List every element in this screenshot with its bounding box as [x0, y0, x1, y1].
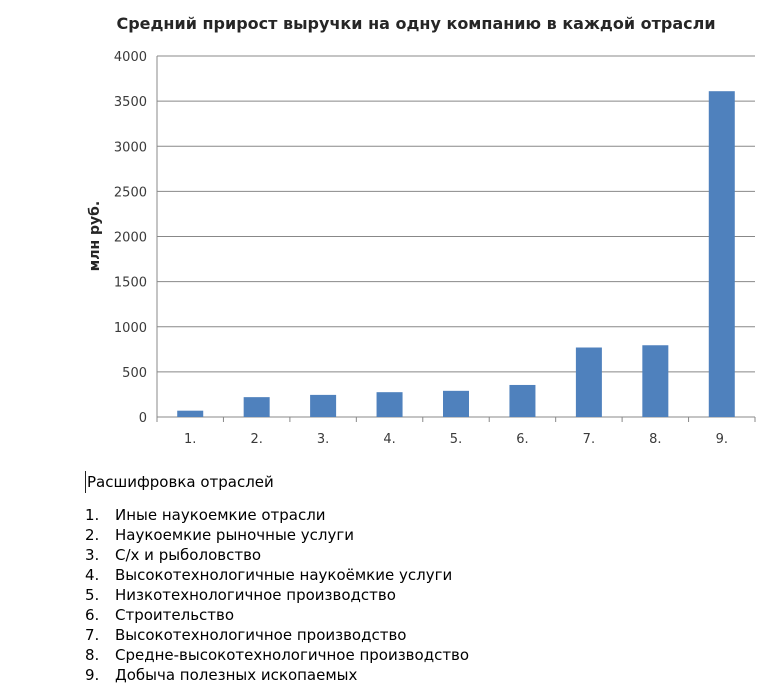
legend-item-label: Высокотехнологичные наукоёмкие услуги: [115, 566, 453, 584]
legend-item-label: Строительство: [115, 606, 235, 624]
y-tick-labels: [114, 50, 147, 426]
legend-item: [85, 565, 765, 585]
legend-item: [85, 605, 765, 625]
legend-item: [85, 525, 765, 545]
legend-item-label: Наукоемкие рыночные услуги: [115, 526, 355, 544]
y-tick-label: 2500: [113, 185, 147, 201]
x-tick-label: 7.: [582, 432, 596, 447]
bar-8: [642, 345, 668, 417]
legend-list: [85, 505, 765, 685]
bar-9: [709, 91, 735, 417]
bar-1: [177, 411, 203, 417]
bar-5: [443, 391, 469, 417]
industry-legend: [85, 471, 765, 685]
y-tick-label: 1000: [113, 320, 147, 336]
legend-item: [85, 645, 765, 665]
legend-item: [85, 665, 765, 685]
y-tick-label: 3000: [113, 140, 147, 156]
bar-4: [377, 392, 403, 417]
legend-item-number: 4.: [85, 566, 100, 584]
legend-item-label: Высокотехнологичное производство: [115, 626, 407, 644]
legend-item-label: С/х и рыболовство: [115, 546, 262, 564]
x-tick-label: 2.: [250, 432, 263, 447]
legend-item-number: 3.: [85, 546, 100, 564]
legend-item-number: 1.: [85, 506, 100, 524]
x-tick-label: 4.: [383, 432, 396, 447]
y-tick-label: 1500: [113, 275, 147, 291]
x-tick-label: 9.: [715, 432, 728, 447]
y-tick-label: 3500: [113, 95, 147, 111]
legend-item-number: 7.: [85, 626, 100, 644]
bar-7: [576, 348, 602, 417]
legend-item-label: Низкотехнологичное производство: [115, 586, 396, 604]
x-tick-label: 8.: [649, 432, 662, 447]
bar-2: [244, 397, 270, 417]
bars: [177, 91, 735, 417]
legend-item: [85, 625, 765, 645]
legend-item: [85, 545, 765, 565]
y-tick-label: 2000: [113, 230, 147, 246]
chart-title: Средний прирост выручки на одну компанию в каждой отрасли: [116, 14, 716, 33]
y-tick-label: 500: [122, 365, 147, 381]
x-tick-label: 1.: [184, 432, 197, 447]
legend-item-number: 5.: [85, 586, 100, 604]
bar-3: [310, 395, 336, 417]
legend-item-number: 8.: [85, 646, 100, 664]
x-tick-label: 6.: [516, 432, 529, 447]
legend-item-label: Иные наукоемкие отрасли: [115, 506, 326, 524]
x-tick-labels: [184, 432, 728, 447]
legend-item: [85, 505, 765, 525]
y-tick-label: 0: [138, 411, 147, 426]
legend-item-label: Средне-высокотехнологичное производство: [115, 646, 470, 664]
legend-item-number: 2.: [85, 526, 100, 544]
legend-item: [85, 585, 765, 605]
legend-item-label: Добыча полезных ископаемых: [115, 666, 358, 684]
bar-6: [509, 385, 535, 417]
legend-item-number: 9.: [85, 666, 100, 684]
y-axis-label: млн руб.: [87, 200, 103, 272]
legend-item-number: 6.: [85, 606, 100, 624]
y-tick-label: 4000: [113, 50, 147, 65]
x-tick-label: 5.: [449, 432, 463, 447]
legend-heading: Расшифровка отраслей: [87, 473, 274, 491]
x-tick-label: 3.: [316, 432, 330, 447]
